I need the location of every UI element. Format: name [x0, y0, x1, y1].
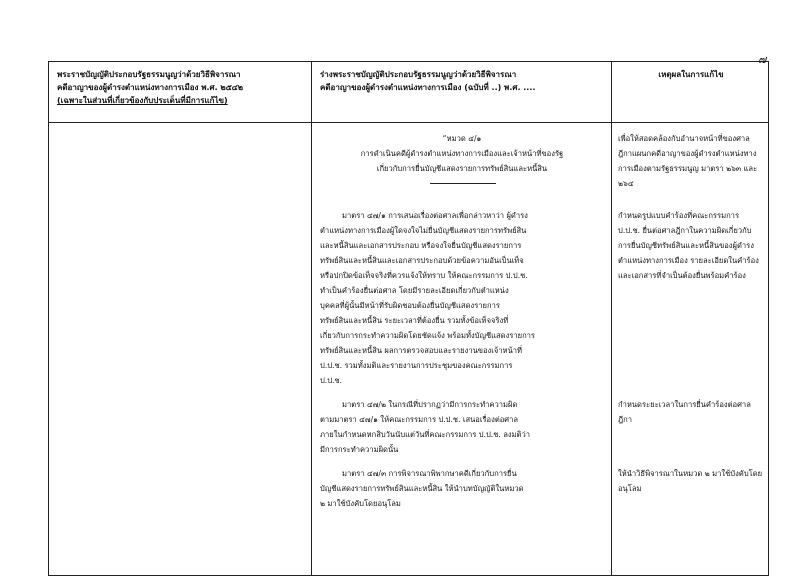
reason-1-line: เพื่อให้สอดคล้องกับอำนาจหน้าที่ของศาล	[618, 134, 750, 143]
reason-2-line: กำหนดรูปแบบคำร้องที่คณะกรรมการ	[618, 211, 740, 220]
header-current-law-line: คดีอาญาของผู้ดำรงตำแหน่งทางการเมือง พ.ศ. ๒๕๔๒	[57, 83, 244, 92]
current-law-cell	[49, 123, 312, 576]
section-47-1-line: ทำเป็นคำร้องยื่นต่อศาล โดยมีรายละเอียดเกี่ยวกับตำแหน่ง	[320, 286, 509, 295]
reason-2-line: ป.ป.ช. ยื่นต่อศาลฎีกาในความผิดเกี่ยวกับ	[618, 226, 752, 235]
header-draft-law	[312, 62, 612, 123]
reason-1-line: ๒๖๔	[618, 179, 634, 188]
section-47-1-line: เกี่ยวกับการกระทำความผิดโดยชัดแจ้ง พร้อมทั้งบัญชีแสดงรายการ	[320, 331, 536, 340]
comparison-table	[48, 61, 769, 576]
reason-3-line: กำหนดระยะเวลาในการยื่นคำร้องต่อศาล	[618, 400, 751, 409]
header-draft-law-line: คดีอาญาของผู้ดำรงตำแหน่งทางการเมือง (ฉบับที่ ..) พ.ศ. ....	[320, 83, 536, 92]
table-body-row	[49, 123, 769, 576]
section-47-2-line: ภายในกำหนดหกสิบวันนับแต่วันที่คณะกรรมการ ป.ป.ช. ลงมติว่า	[320, 430, 531, 439]
section-47-3-line: บัญชีแสดงรายการทรัพย์สินและหนี้สิน ให้นำบทบัญญัติในหมวด	[320, 484, 524, 493]
table-header-row	[49, 62, 769, 123]
draft-law-cell	[312, 123, 612, 576]
reason-2-line: ตำแหน่งทางการเมือง รายละเอียดในคำร้อง	[618, 256, 759, 265]
reason-2-line: การยื่นบัญชีทรัพย์สินและหนี้สินของผู้ดำรง	[618, 241, 754, 250]
section-47-1-line: บุคคลที่ผู้นั้นมีหน้าที่รับผิดชอบต้องยื่นบัญชีแสดงรายการ	[320, 301, 500, 310]
chapter-subtitle: การดำเนินคดีผู้ดำรงตำแหน่งทางการเมืองและเจ้าหน้าที่ของรัฐ	[360, 149, 564, 158]
reason-4-line: ให้นำวิธีพิจารณาในหมวด ๒ มาใช้บังคับโดย	[618, 469, 763, 478]
section-47-1-line: ป.ป.ช.	[320, 376, 343, 385]
chapter-subtitle: เกี่ยวกับการยื่นบัญชีแสดงรายการทรัพย์สินและหนี้สิน	[376, 164, 548, 173]
section-47-1-line: ตำแหน่งทางการเมืองผู้ใดจงใจไม่ยื่นบัญชีแสดงรายการทรัพย์สิน	[320, 226, 527, 235]
reason-3-line: ฎีกา	[618, 415, 632, 424]
header-current-law-line: (เฉพาะในส่วนที่เกี่ยวข้องกับประเด็นที่มีการแก้ไข)	[57, 96, 228, 105]
section-47-1-line: ทรัพย์สินและหนี้สินและเอกสารประกอบด้วยข้อความอันเป็นเท็จ	[320, 256, 524, 265]
chapter-title: “หมวด ๔/๑	[442, 134, 482, 143]
section-47-3-line: มาตรา ๔๗/๓ การพิจารณาพิพากษาคดีเกี่ยวกับการยื่น	[342, 469, 517, 478]
header-current-law	[49, 62, 312, 123]
section-47-1-line: ทรัพย์สินและหนี้สิน ผลการตรวจสอบและรายงานของเจ้าหน้าที่	[320, 346, 523, 355]
section-47-2-line: มีการกระทำความผิดนั้น	[320, 445, 399, 454]
section-47-2-line: ตามมาตรา ๔๗/๑ ให้คณะกรรมการ ป.ป.ช. เสนอเรื่องต่อศาล	[320, 415, 519, 424]
page-number: ๗	[758, 53, 767, 66]
header-reasons-label: เหตุผลในการแก้ไข	[658, 70, 724, 79]
reason-1-line: การเมืองตามรัฐธรรมนูญ มาตรา ๒๖๓ และ	[618, 164, 758, 173]
section-47-1-line: ป.ป.ช. รวมทั้งมติและรายงานการประชุมของคณะกรรมการ	[320, 361, 513, 370]
reason-1-line: ฎีกาแผนกคดีอาญาของผู้ดำรงตำแหน่งทาง	[618, 149, 757, 158]
reasons-cell	[612, 123, 769, 576]
header-draft-law-line: ร่างพระราชบัญญัติประกอบรัฐธรรมนูญว่าด้วยวิธีพิจารณา	[320, 70, 517, 79]
header-current-law-line: พระราชบัญญัติประกอบรัฐธรรมนูญว่าด้วยวิธีพิจารณา	[57, 70, 241, 79]
section-47-1-line: มาตรา ๔๗/๑ การเสนอเรื่องต่อศาลเพื่อกล่าวหาว่า ผู้ดำรง	[342, 211, 528, 220]
section-47-3-line: ๒ มาใช้บังคับโดยอนุโลม	[320, 499, 401, 508]
reason-4-line: อนุโลม	[618, 484, 642, 493]
chapter-divider	[430, 183, 496, 184]
section-47-1-line: ทรัพย์สินและหนี้สิน ระยะเวลาที่ต้องยื่น รวมทั้งข้อเท็จจริงที่	[320, 316, 509, 325]
reason-2-line: และเอกสารที่จำเป็นต้องยื่นพร้อมคำร้อง	[618, 271, 746, 280]
section-47-1-line: หรือปกปิดข้อเท็จจริงที่ควรแจ้งให้ทราบ ให้คณะกรรมการ ป.ป.ช.	[320, 271, 528, 280]
section-47-1-line: และหนี้สินและเอกสารประกอบ หรือจงใจยื่นบัญชีแสดงรายการ	[320, 241, 522, 250]
header-reasons	[612, 62, 769, 123]
section-47-2-line: มาตรา ๔๗/๒ ในกรณีที่ปรากฏว่ามีการกระทำความผิด	[342, 400, 518, 409]
